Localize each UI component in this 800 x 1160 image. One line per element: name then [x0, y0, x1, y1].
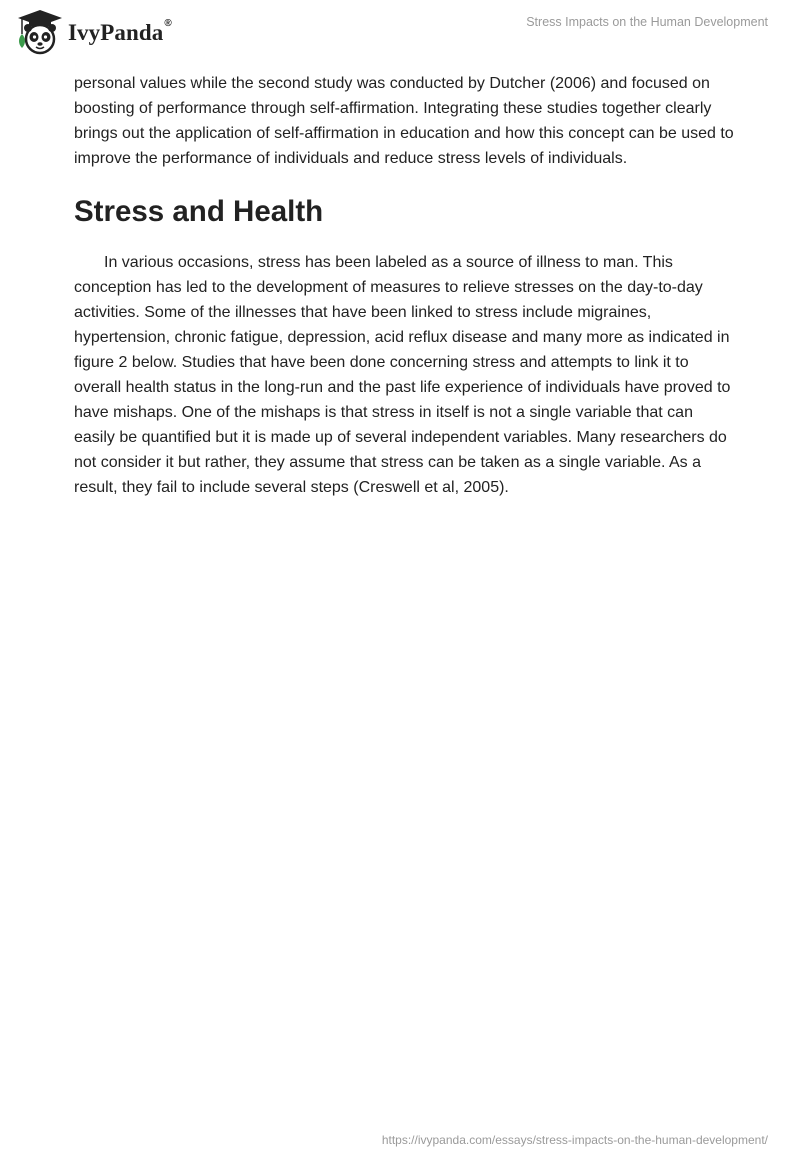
page-header: [0, 0, 800, 60]
section-paragraph: In various occasions, stress has been labeled as a source of illness to man. This conception has led to the development of measures to relieve stresses on the day-to-day activities. Some of the illnesses that have been linked to stress include migraines, hypertension, chronic fatigue, depression, acid reflux disease and many more as indicated in figure 2 below. Studies that have been done concerning stress and attempts to link it to overall health status in the long-run and the past life experience of individuals have proved to have mishaps. One of the mishaps is that stress in itself is not a single variable that can easily be quantified but it is made up of several independent variables. Many researchers do not consider it but rather, they assume that stress can be taken as a single variable. As a result, they fail to include several steps (Creswell et al, 2005).: [74, 254, 731, 496]
ivypanda-logo[interactable]: [14, 8, 172, 56]
source-url[interactable]: https://ivypanda.com/essays/stress-impacts-on-the-human-development/: [381, 1133, 768, 1147]
registered-mark: ®: [164, 17, 172, 29]
document-title: Stress Impacts on the Human Development: [526, 15, 768, 29]
panda-graduation-cap-icon: [14, 8, 66, 56]
brand-name: IvyPanda: [68, 20, 164, 45]
essay-content: [74, 71, 734, 500]
intro-paragraph: personal values while the second study was conducted by Dutcher (2006) and focused on boosting of performance through self-affirmation. Integrating these studies together clearly brings out the application of self-affirmation in education and how this concept can be used to improve the performance of individuals and reduce stress levels of individuals.: [74, 75, 734, 167]
section-heading: Stress and Health: [74, 195, 324, 228]
